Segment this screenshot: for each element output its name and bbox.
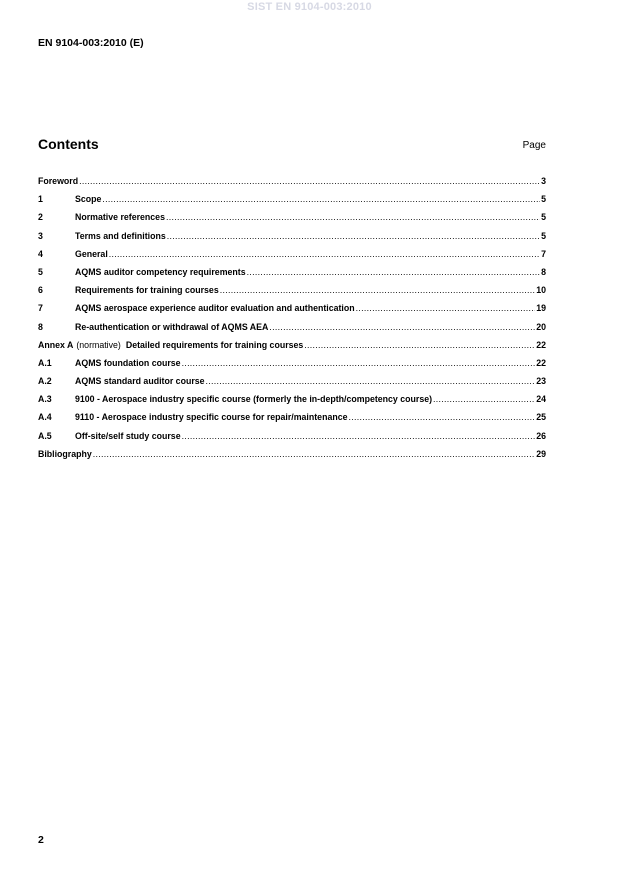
toc-entry-normative-references[interactable] (38, 212, 546, 230)
toc-entry-training-courses[interactable] (38, 285, 546, 303)
toc-entry-number: A.3 (38, 394, 52, 405)
toc-entry-foreword[interactable] (38, 176, 546, 194)
toc-entry-number: 3 (38, 230, 43, 241)
toc-entry-evaluation-authentication[interactable] (38, 303, 546, 321)
toc-entry-title: General (75, 248, 108, 259)
toc-entry-page: 24 (536, 394, 546, 405)
toc-entry-number: 5 (38, 266, 43, 277)
page-number: 2 (38, 834, 44, 846)
toc-entry-scope[interactable] (38, 194, 546, 212)
dot-leader (79, 176, 540, 186)
page-column-label: Page (522, 140, 546, 151)
toc-entry-title: 9100 - Aerospace industry specific course (formerly the in-depth/competency course) (75, 394, 433, 405)
dot-leader (247, 267, 540, 277)
toc-entry-title: AQMS foundation course (75, 357, 181, 368)
toc-entry-page: 22 (536, 357, 546, 368)
toc-entry-title: Scope (75, 194, 102, 205)
toc-entry-title: Foreword (38, 176, 79, 186)
toc-entry-title: Terms and definitions (75, 230, 166, 241)
dot-leader (220, 285, 535, 295)
toc-entry-title: AQMS aerospace experience auditor evaluation and authentication (75, 303, 355, 314)
toc-entry-number: A.4 (38, 412, 52, 423)
toc-entry-re-authentication[interactable] (38, 322, 546, 340)
toc-entry-number: 8 (38, 321, 43, 332)
dot-leader (109, 249, 540, 259)
dot-leader (356, 303, 536, 313)
table-of-contents (38, 176, 546, 467)
toc-entry-a5[interactable] (38, 431, 546, 449)
toc-entry-number: 6 (38, 285, 43, 296)
toc-entry-page: 10 (536, 285, 546, 296)
toc-entry-page: 20 (536, 321, 546, 332)
toc-entry-page: 3 (541, 176, 546, 186)
toc-entry-a2[interactable] (38, 376, 546, 394)
dot-leader (166, 212, 540, 222)
toc-entry-title: AQMS standard auditor course (75, 376, 205, 387)
toc-entry-title: Normative references (75, 212, 165, 223)
toc-entry-number: A.1 (38, 357, 52, 368)
toc-entry-general[interactable] (38, 249, 546, 267)
toc-entry-number: 1 (38, 194, 43, 205)
toc-entry-a3[interactable] (38, 394, 546, 412)
toc-entry-number: A.5 (38, 430, 52, 441)
toc-entry-title: 9110 - Aerospace industry specific course for repair/maintenance (75, 412, 348, 423)
dot-leader (93, 449, 535, 459)
dot-leader (182, 431, 536, 441)
document-id: EN 9104-003:2010 (E) (38, 37, 144, 49)
toc-entry-title: Re-authentication or withdrawal of AQMS AEA (75, 321, 269, 332)
toc-entry-number: A.2 (38, 376, 52, 387)
watermark-text: SIST EN 9104-003:2010 (247, 1, 372, 13)
toc-entry-page: 23 (536, 376, 546, 387)
contents-heading: Contents (38, 136, 99, 152)
toc-entry-page: 5 (541, 230, 546, 241)
toc-entry-page: 22 (536, 339, 546, 350)
toc-entry-title: Off-site/self study course (75, 430, 181, 441)
toc-entry-title: AQMS auditor competency requirements (75, 266, 246, 277)
toc-entry-page: 8 (541, 266, 546, 277)
toc-entry-page: 29 (536, 448, 546, 459)
dot-leader (349, 412, 536, 422)
toc-entry-bibliography[interactable] (38, 449, 546, 467)
toc-entry-page: 5 (541, 194, 546, 205)
toc-entry-number: Annex A (38, 339, 74, 350)
toc-entry-page: 7 (541, 248, 546, 259)
toc-entry-page: 5 (541, 212, 546, 223)
toc-entry-title: Detailed requirements for training courses (125, 339, 304, 350)
toc-entry-title: Requirements for training courses (75, 285, 219, 296)
toc-entry-auditor-competency[interactable] (38, 267, 546, 285)
toc-entry-number: 7 (38, 303, 43, 314)
toc-entry-terms-and-definitions[interactable] (38, 231, 546, 249)
dot-leader (433, 394, 535, 404)
toc-entry-page: 26 (536, 430, 546, 441)
toc-entry-annex-a[interactable] (38, 340, 546, 358)
toc-entry-number: 2 (38, 212, 43, 223)
toc-entry-a4[interactable] (38, 412, 546, 430)
dot-leader (206, 376, 536, 386)
toc-entry-title: Bibliography (38, 448, 92, 459)
toc-entry-page: 19 (536, 303, 546, 314)
toc-entry-a1[interactable] (38, 358, 546, 376)
dot-leader (304, 340, 535, 350)
toc-entry-number: 4 (38, 248, 43, 259)
dot-leader (269, 322, 535, 332)
dot-leader (182, 358, 536, 368)
dot-leader (102, 194, 540, 204)
dot-leader (167, 231, 540, 241)
toc-entry-prefix: (normative) (76, 339, 121, 350)
toc-entry-page: 25 (536, 412, 546, 423)
